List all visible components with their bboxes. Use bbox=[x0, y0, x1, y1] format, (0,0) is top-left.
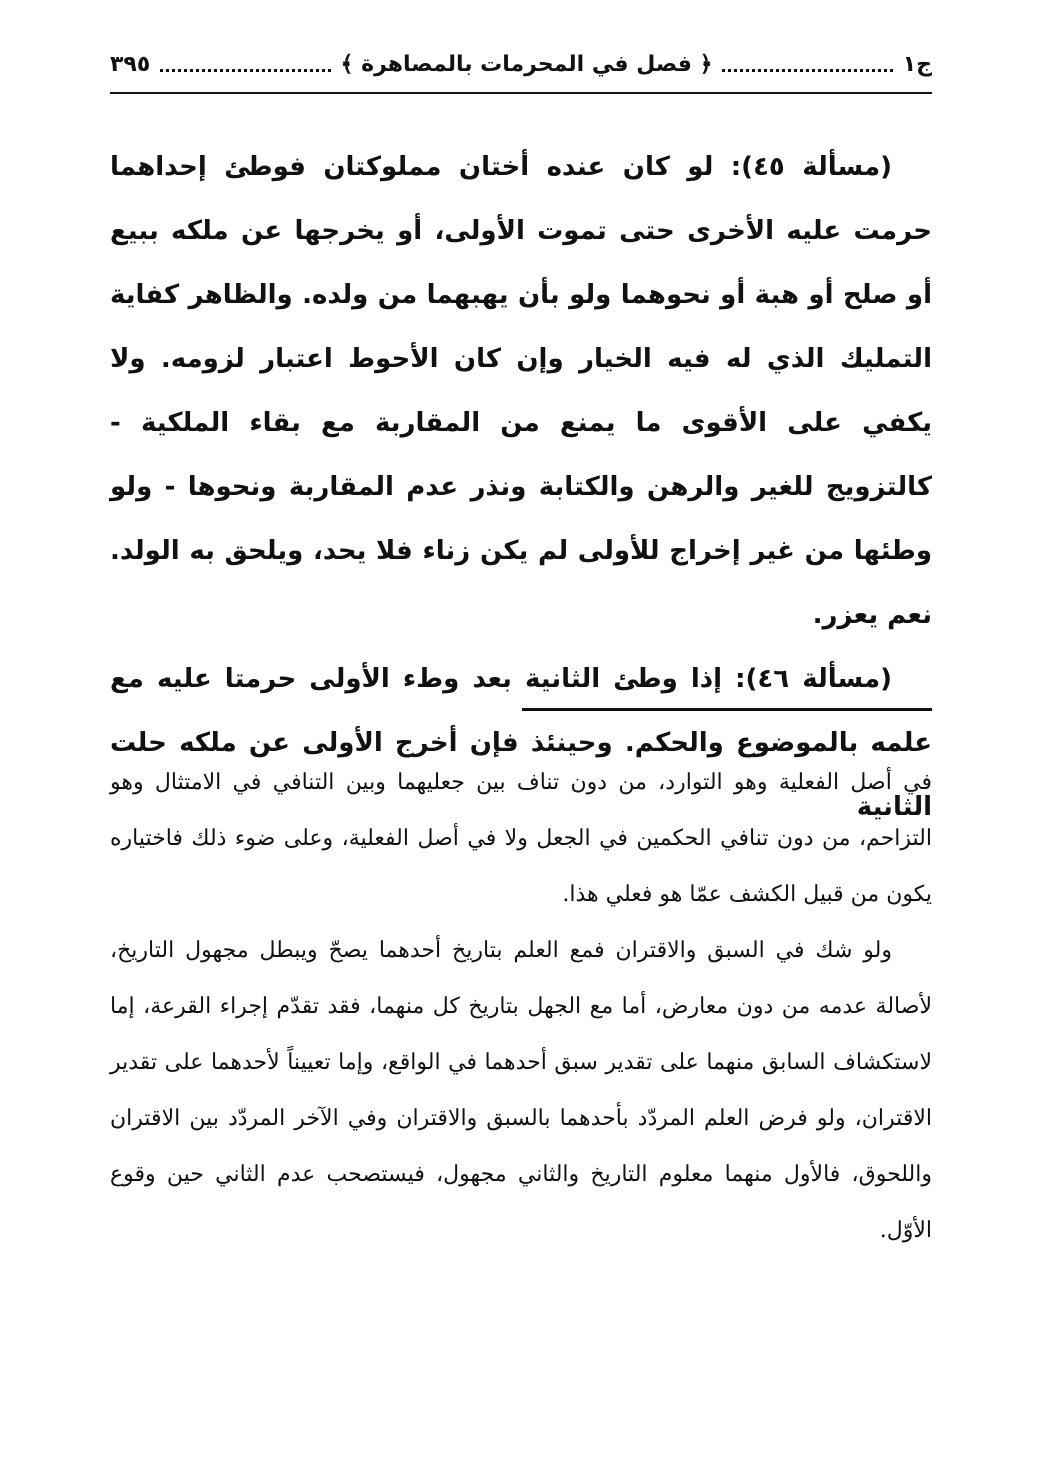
footnote-paragraph: ولو شك في السبق والاقتران فمع العلم بتاريخ أحدهما يصحّ ويبطل مجهول التاريخ، لأصالة عدمه من دون معارض، أما مع الجهل بتاريخ كل منهما، فقد تقدّم إجراء القرعة، إما لاستكشاف السابق منهما على تقدير سبق أحدهما في الواقع، وإما تعييناً لأحدهما على تقدير الاقتران، ولو فرض العلم المردّد بأحدهما بالسبق والاقتران وفي الآخر المردّد بين الاقتران واللحوق، فالأول منهما معلوم التاريخ والثاني مجهول، فيستصحب عدم الثاني حين وقوع الأوّل. bbox=[110, 938, 932, 1243]
footnotes bbox=[110, 755, 932, 1259]
issue-45-paragraph: (مسألة ٤٥): لو كان عنده أختان مملوكتان فوطئ إحداهما حرمت عليه الأخرى حتى تموت الأولى، أو يخرجها عن ملكه ببيع أو صلح أو هبة أو نحوهما ولو بأن يهبهما من ولده. والظاهر كفاية التمليك الذي له فيه الخيار وإن كان الأحوط اعتبار لزومه. ولا يكفي على الأقوى ما يمنع من المقاربة مع بقاء الملكية - كالتزويج للغير والرهن والكتابة ونذر عدم المقاربة ونحوها - ولو وطئها من غير إخراج للأولى لم يكن زناء فلا يحد، ويلحق به الولد. نعم يعزر. bbox=[110, 152, 932, 630]
page-number: ٣٩٥ bbox=[110, 51, 151, 77]
header-leader-dots-right bbox=[722, 69, 892, 72]
issue-46-paragraph: (مسألة ٤٦): إذا وطئ الثانية بعد وطء الأولى حرمتا عليه مع علمه بالموضوع والحكم. وحينئذ فإن أخرج الأولى عن ملكه حلت الثانية bbox=[110, 664, 932, 822]
header-leader-dots-left bbox=[160, 69, 330, 72]
section-title: ﴿ فصل في المحرمات بالمصاهرة ﴾ bbox=[340, 51, 713, 77]
header-rule bbox=[110, 92, 932, 94]
footnote-paragraph: في أصل الفعلية وهو التوارد، من دون تناف بين جعليهما وبين التنافي في الامتثال وهو التزاحم، من دون تنافي الحكمين في الجعل ولا في أصل الفعلية، وعلى ضوء ذلك فاختياره يكون من قبيل الكشف عمّا هو فعلي هذا. bbox=[110, 770, 933, 907]
main-text bbox=[110, 135, 932, 839]
book-page bbox=[110, 40, 932, 1440]
footnote-separator bbox=[522, 708, 932, 711]
running-header bbox=[110, 40, 932, 88]
volume-label: ج١ bbox=[902, 51, 932, 77]
